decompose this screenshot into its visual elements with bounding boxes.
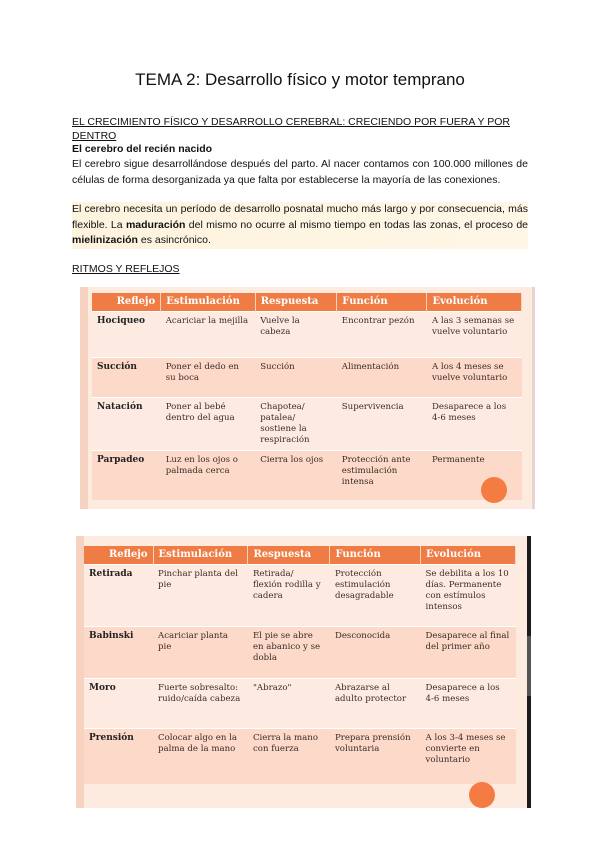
table-cell: Protección ante estimulación intensa bbox=[337, 450, 427, 500]
reflex-name-cell: Natación bbox=[92, 397, 161, 450]
table-cell: Pinchar planta del pie bbox=[153, 564, 248, 626]
table-cell: Encontrar pezón bbox=[337, 311, 427, 357]
table-cell: El pie se abre en abanico y se dobla bbox=[248, 626, 330, 678]
table-cell: Retirada/ flexión rodilla y cadera bbox=[248, 564, 330, 626]
table-cell: Desaparece a los 4-6 meses bbox=[421, 678, 516, 728]
column-header: Evolución bbox=[427, 293, 522, 311]
table-cell: Poner el dedo en su boca bbox=[161, 357, 255, 397]
table-cell: Succión bbox=[255, 357, 337, 397]
table-cell: Desaparece a los 4-6 meses bbox=[427, 397, 522, 450]
reflex-name-cell: Prensión bbox=[84, 728, 153, 784]
reflex-name-cell: Succión bbox=[92, 357, 161, 397]
table-cell: Acariciar planta pie bbox=[153, 626, 248, 678]
table-row bbox=[92, 357, 522, 397]
table-cell: Desconocida bbox=[330, 626, 421, 678]
column-header: Estimulación bbox=[153, 546, 248, 564]
slide-edge bbox=[532, 287, 535, 509]
table-cell: A los 3-4 meses se convierte en voluntario bbox=[421, 728, 516, 784]
table-cell: Cierra la mano con fuerza bbox=[248, 728, 330, 784]
term-mielinizacion: mielinización bbox=[72, 234, 138, 246]
p2-text-b: del mismo no ocurre al mismo tiempo en todas las zonas, el proceso de bbox=[185, 218, 528, 231]
table-cell: Cierra los ojos bbox=[255, 450, 337, 500]
reflex-table-1 bbox=[92, 293, 522, 500]
table-row bbox=[92, 450, 522, 500]
table-row bbox=[92, 311, 522, 357]
table-cell: Se debilita a los 10 días. Permanente con estímulos intensos bbox=[421, 564, 516, 626]
table-cell: Vuelve la cabeza bbox=[255, 311, 337, 357]
reflex-name-cell: Babinski bbox=[84, 626, 153, 678]
column-header: Función bbox=[330, 546, 421, 564]
reflex-table-2 bbox=[84, 546, 516, 784]
table-cell: Fuerte sobresalto: ruido/caída cabeza bbox=[153, 678, 248, 728]
table-header-row bbox=[84, 546, 516, 564]
reflex-name-cell: Moro bbox=[84, 678, 153, 728]
paragraph-brain-cells: El cerebro sigue desarrollándose después del parto. Al nacer contamos con 100.000 millones de células de forma desorganizada ya que falta por establecerse la mayoría de las conexiones. bbox=[72, 158, 528, 186]
table-row bbox=[84, 626, 516, 678]
slide-edge bbox=[80, 287, 88, 509]
slide-decoration-circle bbox=[481, 477, 507, 503]
section-heading-growth: EL CRECIMIENTO FÍSICO Y DESARROLLO CEREBRAL: CRECIENDO POR FUERA Y POR DENTRO bbox=[72, 116, 510, 142]
reflex-slide-2 bbox=[76, 536, 531, 808]
table-row bbox=[92, 397, 522, 450]
table-cell: Poner al bebé dentro del agua bbox=[161, 397, 255, 450]
reflex-name-cell: Parpadeo bbox=[92, 450, 161, 500]
section-heading-reflexes: RITMOS Y REFLEJOS bbox=[72, 263, 180, 275]
column-header: Función bbox=[337, 293, 427, 311]
column-header: Respuesta bbox=[255, 293, 337, 311]
column-header: Respuesta bbox=[248, 546, 330, 564]
reflex-name-cell: Retirada bbox=[84, 564, 153, 626]
term-maduracion: maduración bbox=[125, 218, 186, 231]
table-cell: "Abrazo" bbox=[248, 678, 330, 728]
table-cell: Chapotea/ patalea/ sostiene la respiración bbox=[255, 397, 337, 450]
table-cell: Protección estimulación desagradable bbox=[330, 564, 421, 626]
column-header: Reflejo bbox=[84, 546, 153, 564]
table-cell: Alimentación bbox=[337, 357, 427, 397]
table-cell: Luz en los ojos o palmada cerca bbox=[161, 450, 255, 500]
p2-text-c: es asincrónico. bbox=[137, 234, 211, 246]
table-cell: Prepara prensión voluntaria bbox=[330, 728, 421, 784]
table-row bbox=[84, 678, 516, 728]
p2-text-a: El cerebro necesita un período de desarrollo posnatal mucho más largo y por consecuencia, más flexible. La bbox=[72, 203, 528, 231]
table-row bbox=[84, 728, 516, 784]
paragraph-maturation bbox=[72, 202, 528, 249]
scrollbar-thumb[interactable] bbox=[527, 636, 531, 696]
table-cell: Acariciar la mejilla bbox=[161, 311, 255, 357]
table-cell: A los 4 meses se vuelve voluntario bbox=[427, 357, 522, 397]
table-cell: Supervivencia bbox=[337, 397, 427, 450]
table-cell: A las 3 semanas se vuelve voluntario bbox=[427, 311, 522, 357]
subheading-newborn-brain: El cerebro del recién nacido bbox=[72, 143, 213, 155]
column-header: Estimulación bbox=[161, 293, 255, 311]
column-header: Reflejo bbox=[92, 293, 161, 311]
column-header: Evolución bbox=[421, 546, 516, 564]
reflex-slide-1 bbox=[80, 287, 535, 509]
page-title: TEMA 2: Desarrollo físico y motor temprano bbox=[135, 70, 465, 89]
reflex-name-cell: Hociqueo bbox=[92, 311, 161, 357]
table-cell: Desaparece al final del primer año bbox=[421, 626, 516, 678]
table-cell: Colocar algo en la palma de la mano bbox=[153, 728, 248, 784]
slide-decoration-circle bbox=[469, 782, 495, 808]
table-row bbox=[84, 564, 516, 626]
table-cell: Permanente bbox=[427, 450, 522, 500]
slide-edge bbox=[76, 536, 84, 808]
table-header-row bbox=[92, 293, 522, 311]
table-cell: Abrazarse al adulto protector bbox=[330, 678, 421, 728]
